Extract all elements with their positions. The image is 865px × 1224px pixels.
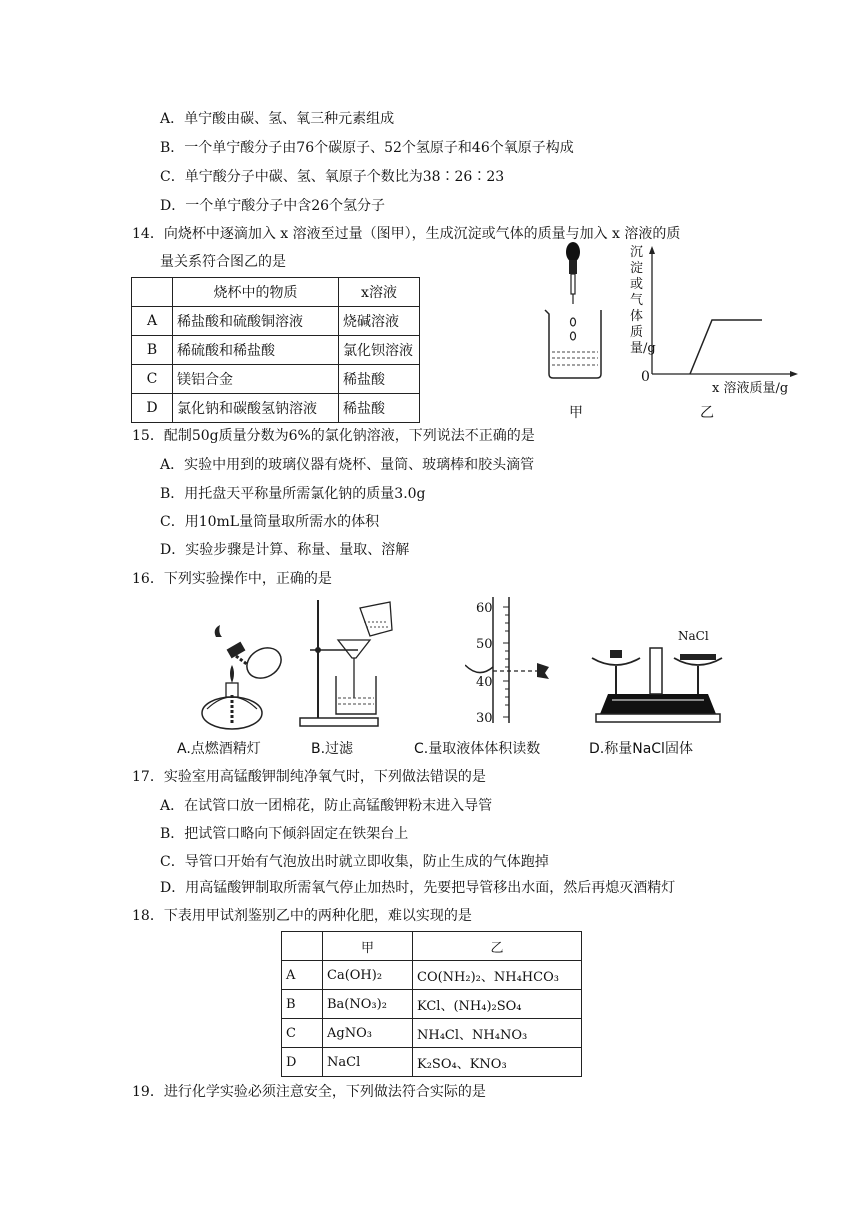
beaker-caption: 甲 bbox=[569, 405, 583, 421]
q15-option-a: A．实验中用到的玻璃仪器有烧杯、量筒、玻璃棒和胶头滴管 bbox=[160, 457, 535, 473]
q16-caption-d: D.称量NaCl固体 bbox=[589, 741, 693, 757]
table-row bbox=[132, 307, 420, 336]
table-cell: 烧碱溶液 bbox=[339, 307, 420, 336]
q15-option-c: C．用10mL量筒量取所需水的体积 bbox=[160, 514, 380, 530]
table-row bbox=[282, 1048, 582, 1077]
graph-y-label: 沉淀或气体质量/g bbox=[630, 245, 656, 356]
q17-option-a: A．在试管口放一团棉花，防止高锰酸钾粉末进入导管 bbox=[160, 798, 493, 814]
table-row bbox=[282, 990, 582, 1019]
q17-option-d: D．用高锰酸钾制取所需氧气停止加热时，先要把导管移出水面，然后再熄灭酒精灯 bbox=[160, 880, 676, 896]
table-header: 乙 bbox=[413, 932, 582, 961]
q16-caption-c: C.量取液体体积读数 bbox=[414, 741, 541, 757]
table-cell: NaCl bbox=[323, 1048, 413, 1077]
q13-option-a: A．单宁酸由碳、氢、氧三种元素组成 bbox=[160, 111, 395, 127]
table-cell bbox=[282, 932, 323, 961]
table-cell bbox=[132, 278, 173, 307]
table-cell: 镁铝合金 bbox=[173, 365, 339, 394]
balance-nacl-label: NaCl bbox=[678, 629, 709, 643]
graph-x-label: x 溶液质量/g bbox=[712, 381, 789, 396]
table-cell: D bbox=[282, 1048, 323, 1077]
q15-option-b: B．用托盘天平称量所需氯化钠的质量3.0g bbox=[160, 486, 426, 502]
alcohol-lamp-figure bbox=[192, 625, 292, 735]
q13-option-d: D．一个单宁酸分子中含26个氢分子 bbox=[160, 198, 386, 214]
table-cell: Ca(OH)₂ bbox=[323, 961, 413, 990]
table-cell: KCl、(NH₄)₂SO₄ bbox=[413, 990, 582, 1019]
beaker-dropper-figure bbox=[535, 240, 620, 420]
q17-option-c: C．导管口开始有气泡放出时就立即收集，防止生成的气体跑掉 bbox=[160, 854, 549, 870]
q19-stem: 19．进行化学实验必须注意安全，下列做法符合实际的是 bbox=[132, 1084, 486, 1100]
table-row bbox=[282, 1019, 582, 1048]
table-row bbox=[132, 394, 420, 423]
table-cell: B bbox=[132, 336, 173, 365]
table-header-row bbox=[132, 278, 420, 307]
q15-option-d: D．实验步骤是计算、称量、量取、溶解 bbox=[160, 542, 410, 558]
table-cell: 稀盐酸 bbox=[339, 394, 420, 423]
table-header-row bbox=[282, 932, 582, 961]
q18-table bbox=[281, 931, 582, 1077]
table-header: 甲 bbox=[323, 932, 413, 961]
table-cell: 氯化钠和碳酸氢钠溶液 bbox=[173, 394, 339, 423]
graph-caption: 乙 bbox=[700, 405, 714, 421]
q14-table bbox=[131, 277, 420, 423]
table-cell: CO(NH₂)₂、NH₄HCO₃ bbox=[413, 961, 582, 990]
table-cell: A bbox=[282, 961, 323, 990]
table-cell: B bbox=[282, 990, 323, 1019]
q15-stem: 15．配制50g质量分数为6%的氯化钠溶液，下列说法不正确的是 bbox=[132, 428, 535, 444]
table-header: 烧杯中的物质 bbox=[173, 278, 339, 307]
q17-stem: 17．实验室用高锰酸钾制纯净氧气时，下列做法错误的是 bbox=[132, 769, 486, 785]
q14-stem-line1: 14．向烧杯中逐滴加入 x 溶液至过量（图甲），生成沉淀或气体的质量与加入 x 溶液的质 bbox=[132, 226, 681, 242]
table-row bbox=[132, 365, 420, 394]
table-cell: A bbox=[132, 307, 173, 336]
table-cell: 稀硫酸和稀盐酸 bbox=[173, 336, 339, 365]
table-header: x溶液 bbox=[339, 278, 420, 307]
table-cell: 氯化钡溶液 bbox=[339, 336, 420, 365]
q16-stem: 16．下列实验操作中，正确的是 bbox=[132, 571, 332, 587]
q16-caption-b: B.过滤 bbox=[311, 741, 354, 757]
table-cell: C bbox=[282, 1019, 323, 1048]
cylinder-tick-50: 50 bbox=[476, 637, 493, 652]
table-cell: K₂SO₄、KNO₃ bbox=[413, 1048, 582, 1077]
cylinder-tick-40: 40 bbox=[476, 675, 493, 690]
table-cell: D bbox=[132, 394, 173, 423]
table-cell: NH₄Cl、NH₄NO₃ bbox=[413, 1019, 582, 1048]
cylinder-tick-30: 30 bbox=[476, 711, 493, 726]
q16-caption-a: A.点燃酒精灯 bbox=[177, 741, 261, 757]
q18-stem: 18．下表用甲试剂鉴别乙中的两种化肥，难以实现的是 bbox=[132, 908, 472, 924]
table-row bbox=[282, 961, 582, 990]
cylinder-tick-60: 60 bbox=[476, 601, 493, 616]
q13-option-b: B．一个单宁酸分子由76个碳原子、52个氢原子和46个氧原子构成 bbox=[160, 140, 574, 156]
table-cell: 稀盐酸和硫酸铜溶液 bbox=[173, 307, 339, 336]
table-cell: Ba(NO₃)₂ bbox=[323, 990, 413, 1019]
table-row bbox=[132, 336, 420, 365]
filtration-figure bbox=[298, 600, 403, 730]
graph-origin: 0 bbox=[641, 369, 650, 385]
table-cell: C bbox=[132, 365, 173, 394]
q14-stem-line2: 量关系符合图乙的是 bbox=[160, 254, 286, 270]
table-cell: 稀盐酸 bbox=[339, 365, 420, 394]
q17-option-b: B．把试管口略向下倾斜固定在铁架台上 bbox=[160, 826, 409, 842]
table-cell: AgNO₃ bbox=[323, 1019, 413, 1048]
q13-option-c: C．单宁酸分子中碳、氢、氧原子个数比为38∶26∶23 bbox=[160, 169, 505, 185]
